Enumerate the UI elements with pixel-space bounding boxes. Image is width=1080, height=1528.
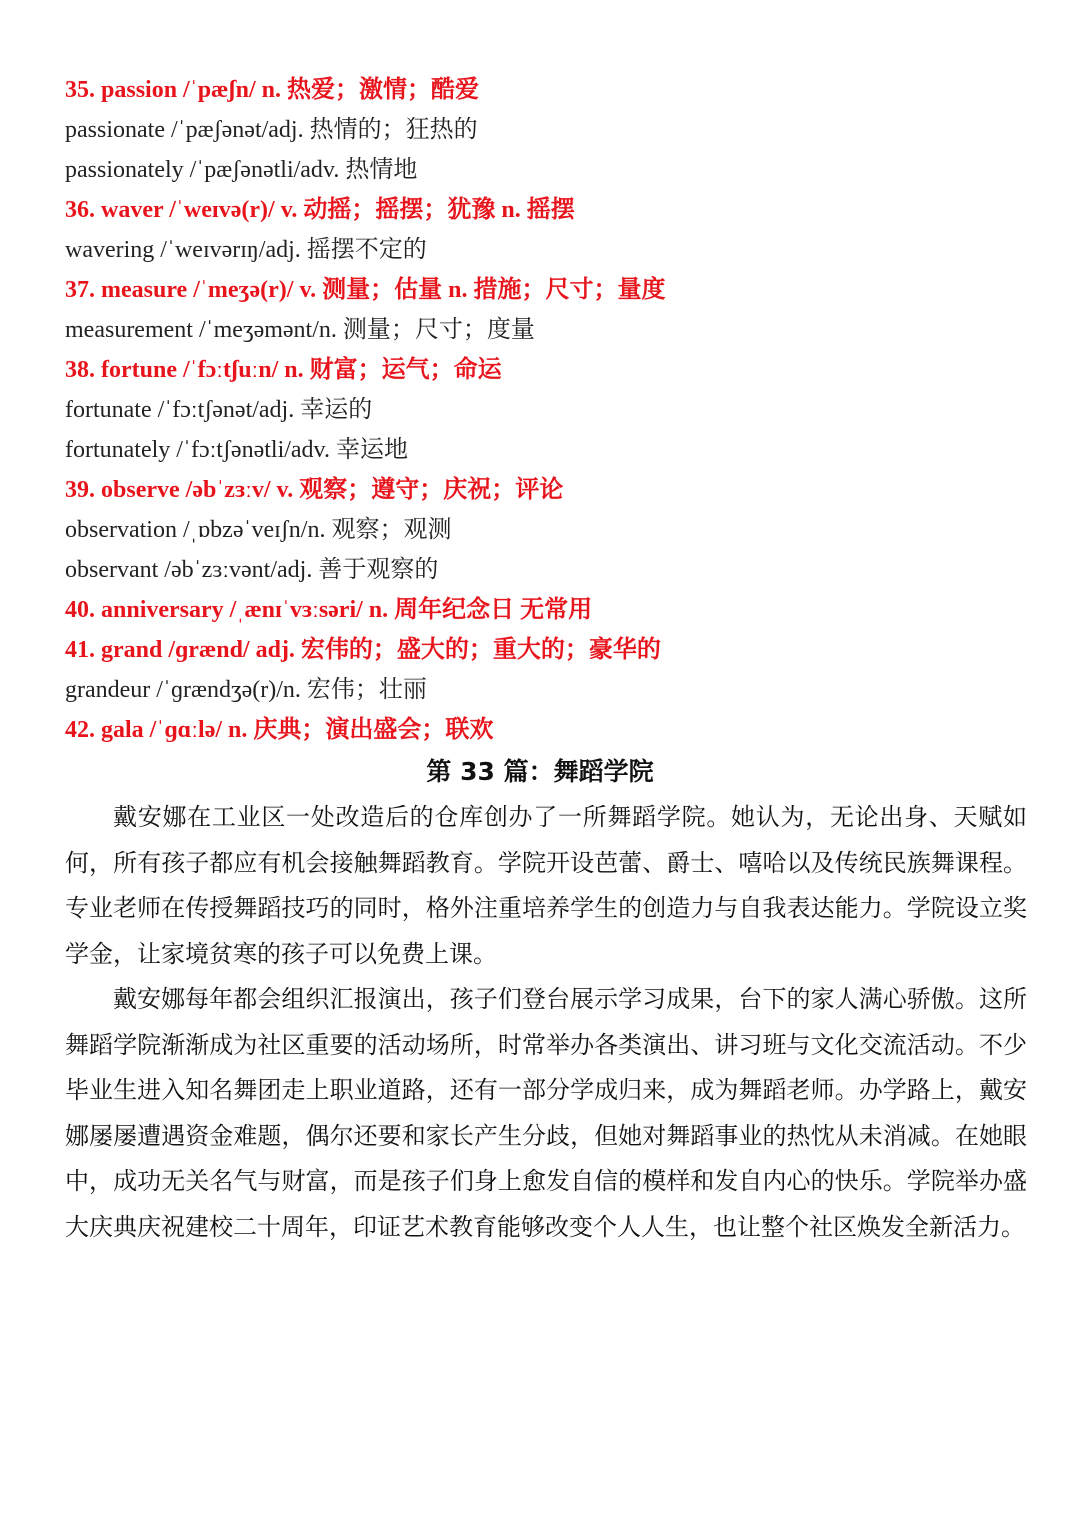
vocab-derivative-measurement: measurement /ˈmeʒəmənt/n. 测量；尺寸；度量	[65, 317, 535, 343]
vocab-entry-anniversary: 40. anniversary /ˌænɪˈvɜːsəri/ n. 周年纪念日 无常用	[65, 597, 593, 623]
vocab-entry-observe: 39. observe /əbˈzɜːv/ v. 观察；遵守；庆祝；评论	[65, 477, 564, 503]
vocab-derivative-passionate: passionate /ˈpæʃənət/adj. 热情的；狂热的	[65, 117, 478, 143]
article-body	[65, 795, 1027, 1250]
vocab-derivative-wavering: wavering /ˈweɪvərɪŋ/adj. 摇摆不定的	[65, 237, 427, 263]
vocab-entry-grand: 41. grand /ɡrænd/ adj. 宏伟的；盛大的；重大的；豪华的	[65, 637, 661, 663]
article-paragraph: 戴安娜在工业区一处改造后的仓库创办了一所舞蹈学院。她认为，无论出身、天赋如何，所有孩子都应有机会接触舞蹈教育。学院开设芭蕾、爵士、嘻哈以及传统民族舞课程。专业老师在传授舞蹈技巧的同时，格外注重培养学生的创造力与自我表达能力。学院设立奖学金，让家境贫寒的孩子可以免费上课。	[65, 803, 1027, 968]
vocab-entry-measure: 37. measure /ˈmeʒə(r)/ v. 测量；估量 n. 措施；尺寸；量度	[65, 277, 666, 303]
vocab-entry-passion: 35. passion /ˈpæʃn/ n. 热爱；激情；酷爱	[65, 77, 479, 103]
vocab-entry-waver: 36. waver /ˈweɪvə(r)/ v. 动摇；摇摆；犹豫 n. 摇摆	[65, 197, 575, 223]
vocab-derivative-passionately: passionately /ˈpæʃənətli/adv. 热情地	[65, 157, 418, 183]
vocab-derivative-fortunate: fortunate /ˈfɔːtʃənət/adj. 幸运的	[65, 397, 373, 423]
article-title: 第 33 篇：舞蹈学院	[426, 757, 654, 786]
vocab-entry-fortune: 38. fortune /ˈfɔːtʃuːn/ n. 财富；运气；命运	[65, 357, 502, 383]
vocab-derivative-grandeur: grandeur /ˈɡrændʒə(r)/n. 宏伟；壮丽	[65, 677, 427, 703]
vocab-derivative-observation: observation /ˌɒbzəˈveɪʃn/n. 观察；观测	[65, 517, 452, 543]
vocab-entry-gala: 42. gala /ˈɡɑːlə/ n. 庆典；演出盛会；联欢	[65, 717, 494, 743]
vocabulary-list	[65, 70, 1025, 750]
vocab-derivative-observant: observant /əbˈzɜːvənt/adj. 善于观察的	[65, 557, 439, 583]
vocab-derivative-fortunately: fortunately /ˈfɔːtʃənətli/adv. 幸运地	[65, 437, 408, 463]
article-paragraph: 戴安娜每年都会组织汇报演出，孩子们登台展示学习成果，台下的家人满心骄傲。这所舞蹈学院渐渐成为社区重要的活动场所，时常举办各类演出、讲习班与文化交流活动。不少毕业生进入知名舞团走上职业道路，还有一部分学成归来，成为舞蹈老师。办学路上，戴安娜屡屡遭遇资金难题，偶尔还要和家长产生分歧，但她对舞蹈事业的热忱从未消减。在她眼中，成功无关名气与财富，而是孩子们身上愈发自信的模样和发自内心的快乐。学院举办盛大庆典庆祝建校二十周年，印证艺术教育能够改变个人人生，也让整个社区焕发全新活力。	[65, 985, 1027, 1241]
